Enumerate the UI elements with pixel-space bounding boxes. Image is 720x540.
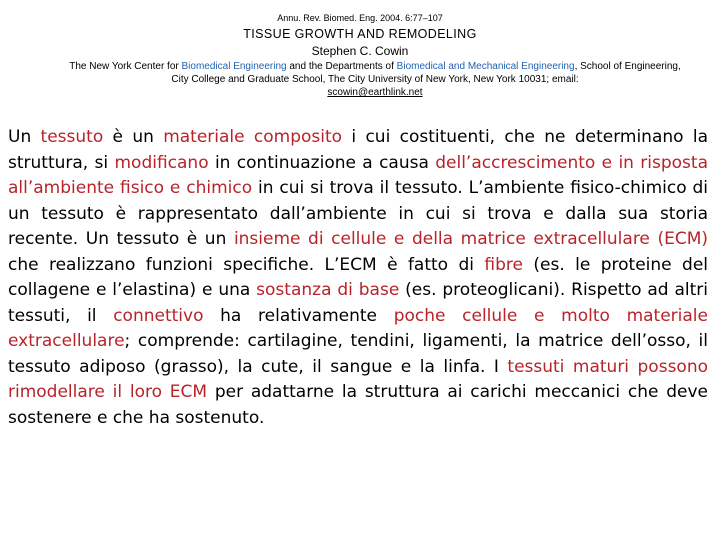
highlight-term: sostanza di base	[256, 280, 400, 300]
body-text: (es. le proteine del collagene e l’elastina) e una	[8, 254, 708, 300]
body-text: i cui costituenti, che ne determinano la struttura, si	[8, 127, 709, 173]
body-text: ha relativamente	[203, 305, 394, 326]
body-text: che realizzano funzioni specifiche. L’ECM è fatto di	[8, 254, 485, 275]
affiliation-link-biomedical[interactable]: Biomedical Engineering	[181, 61, 287, 72]
highlight-term: modificano	[114, 152, 209, 173]
highlight-term: connettivo	[113, 305, 204, 326]
email-link[interactable]: scowin@earthlink.net	[327, 87, 423, 98]
affiliation-link-departments[interactable]: Biomedical and Mechanical Engineering	[396, 61, 575, 72]
body-text: per adattarne la struttura ai carichi meccanici che deve sostenere e che ha sostenuto.	[8, 382, 708, 428]
affiliation-text: and the Departments of	[286, 61, 397, 72]
body-text: Un	[8, 127, 41, 147]
affiliation	[60, 60, 690, 99]
highlight-term: materiale composito	[163, 127, 343, 147]
affiliation-text: The New York Center for	[69, 61, 182, 72]
body-text: in continuazione a causa	[208, 152, 436, 173]
highlight-term: fibre	[484, 254, 523, 275]
body-text: è un	[103, 127, 164, 147]
highlight-term: poche cellule e molto materiale extracellulare	[8, 305, 708, 351]
affiliation-text: , School of Engineering, City College and Graduate School, The City University of New York, New York 10031; email:	[171, 61, 681, 85]
body-text: in cui si trova il tessuto. L’ambiente fisico-chimico di un tessuto è rappresentato dall’ambiente in cui si trova e dalla sua storia recente. Un tessuto è un	[8, 178, 708, 249]
highlight-term: tessuti maturi possono rimodellare il loro ECM	[8, 356, 709, 402]
highlight-term: dell’accrescimento e in risposta all’ambiente fisico e chimico	[8, 152, 709, 198]
body-paragraph	[8, 125, 708, 431]
body-text: ; comprende: cartilagine, tendini, ligamenti, la matrice dell’osso, il tessuto adiposo (grasso), la cute, il sangue e la linfa. I	[8, 331, 708, 377]
paper-title: TISSUE GROWTH AND REMODELING	[243, 27, 477, 41]
author-name: Stephen C. Cowin	[311, 44, 409, 58]
highlight-term: tessuto	[40, 127, 104, 147]
highlight-term: insieme di cellule e della matrice extracellulare (ECM)	[233, 229, 709, 249]
journal-reference: Annu. Rev. Biomed. Eng. 2004. 6:77–107	[277, 13, 443, 23]
body-text: (es. proteoglicani). Rispetto ad altri tessuti, il	[8, 280, 708, 326]
